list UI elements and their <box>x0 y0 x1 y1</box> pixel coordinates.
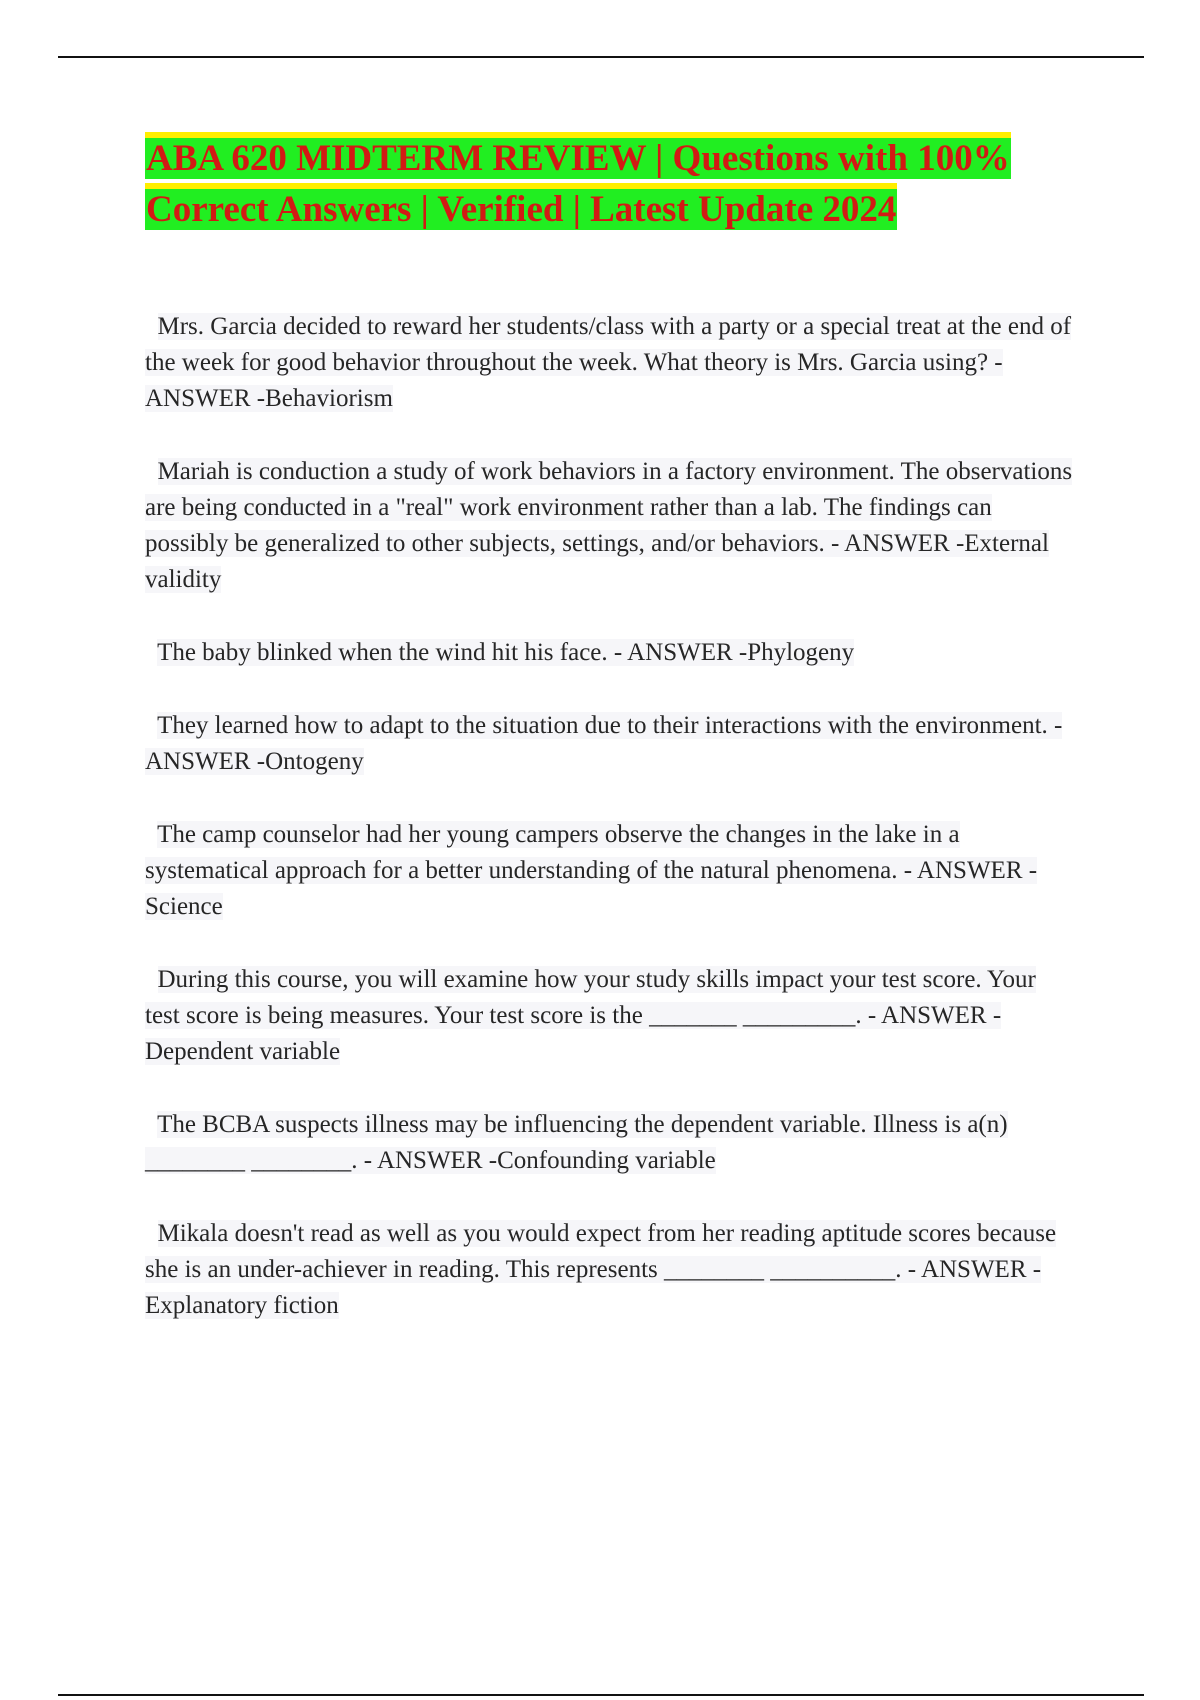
qa-text: The BCBA suspects illness may be influencing the dependent variable. Illness is a(n) ________ ________. - ANSWER -Confounding variable <box>145 1111 1008 1174</box>
qa-text: Mrs. Garcia decided to reward her students/class with a party or a special treat at the end of the week for good behavior throughout the week. What theory is Mrs. Garcia using? - ANSWER -Behaviorism <box>145 313 1072 412</box>
document-body <box>145 133 1075 1361</box>
qa-item <box>145 309 1075 417</box>
qa-item <box>145 635 1075 671</box>
top-rule <box>58 56 1144 58</box>
qa-item <box>145 817 1075 925</box>
qa-text: Mikala doesn't read as well as you would expect from her reading aptitude scores because she is an under-achiever in reading. This represents ________ __________. - ANSWER -Explanatory fiction <box>145 1220 1057 1319</box>
document-title <box>145 133 1075 235</box>
qa-text: The camp counselor had her young campers observe the changes in the lake in a systematical approach for a better understanding of the natural phenomena. - ANSWER -Science <box>145 821 1038 920</box>
qa-text: They learned how to adapt to the situation due to their interactions with the environment. - ANSWER -Ontogeny <box>145 712 1063 775</box>
qa-text: During this course, you will examine how your study skills impact your test score. Your test score is being measures. Your test score is the _______ _________. - ANSWER -Dependent variable <box>145 966 1036 1065</box>
qa-item <box>145 708 1075 780</box>
qa-item <box>145 454 1075 598</box>
qa-text: The baby blinked when the wind hit his face. - ANSWER -Phylogeny <box>157 639 855 666</box>
qa-item <box>145 1107 1075 1179</box>
document-title-text: ABA 620 MIDTERM REVIEW | Questions with 100% Correct Answers | Verified | Latest Update 2024 <box>146 138 1010 230</box>
qa-item <box>145 962 1075 1070</box>
bottom-rule <box>58 1694 1144 1696</box>
qa-list <box>145 309 1075 1324</box>
qa-item <box>145 1216 1075 1324</box>
qa-text: Mariah is conduction a study of work behaviors in a factory environment. The observations are being conducted in a "real" work environment rather than a lab. The findings can possibly be generalized to other subjects, settings, and/or behaviors. - ANSWER -External validity <box>145 458 1073 593</box>
